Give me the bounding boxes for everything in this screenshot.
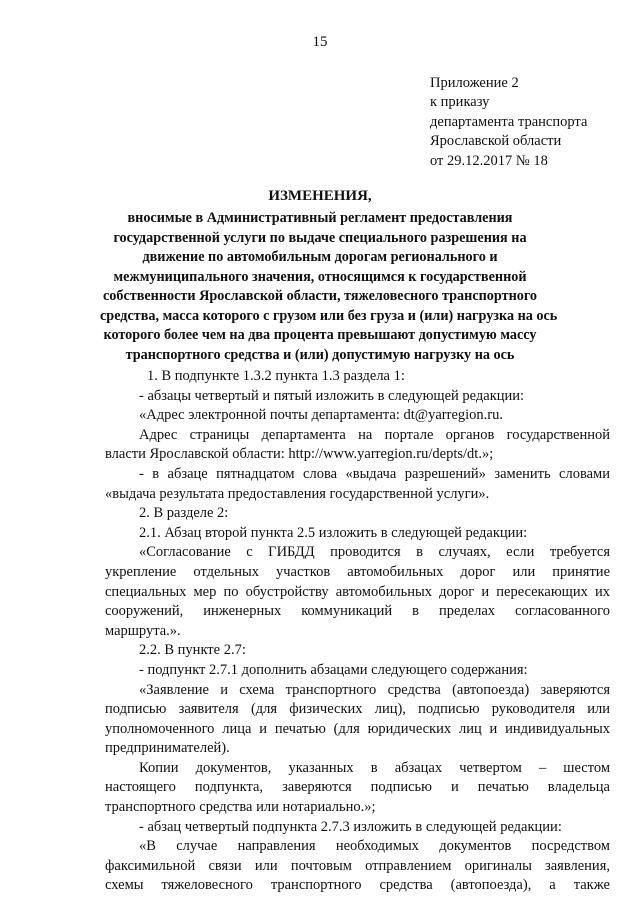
body-line: - в абзаце пятнадцатом слова «выдача разрешений» заменить словами — [139, 465, 610, 482]
appendix-line: Ярославской области — [430, 133, 562, 150]
body-line: - абзац четвертый подпункта 2.7.3 изложить в следующей редакции: — [139, 818, 562, 835]
body-line: 1. В подпункте 1.3.2 пункта 1.3 раздела 1: — [147, 368, 405, 384]
body-line: «Адрес электронной почты департамента: dt@yarregion.ru. — [139, 407, 504, 424]
body-line: факсимильной связи или почтовым отправлением оригиналы заявления, — [105, 857, 610, 874]
body-line: - абзацы четвертый и пятый изложить в следующей редакции: — [139, 387, 525, 404]
body-line: подписью заявителя (для физических лиц), подписью руководителя или — [105, 701, 610, 718]
document-title: ИЗМЕНЕНИЯ, — [268, 188, 372, 204]
subtitle-line: которого более чем на два процента превышают допустимую массу — [103, 327, 537, 343]
body-line: «В случае направления необходимых документов посредством — [139, 838, 610, 855]
body-line: власти Ярославской области: http://www.yarregion.ru/depts/dt.»; — [105, 446, 494, 463]
body-line: укрепление отдельных участков автомобильных дорог или принятие — [105, 563, 610, 580]
body-line: «выдача результата предоставления государственной услуги». — [105, 485, 490, 502]
body-line: «Согласование с ГИБДД проводится в случаях, если требуется — [139, 544, 610, 561]
appendix-line: от 29.12.2017 № 18 — [430, 152, 548, 169]
subtitle-line: межмуниципального значения, относящимся к государственной — [113, 268, 527, 285]
document-body — [105, 367, 610, 896]
body-line: Копии документов, указанных в абзацах четвертом – шестом — [139, 759, 610, 776]
body-line: - подпункт 2.7.1 дополнить абзацами следующего содержания: — [139, 661, 528, 678]
appendix-line: департамента транспорта — [430, 113, 588, 130]
body-line: специальных мер по обустройству автомобильных дорог и пересекающих их — [105, 583, 610, 600]
body-line: Адрес страницы департамента на портале органов государственной — [139, 426, 610, 443]
body-line: уполномоченного лица и печатью (для юридических лиц и индивидуальных — [105, 720, 610, 737]
appendix-block — [430, 74, 587, 171]
body-line: маршрута.». — [105, 622, 181, 639]
subtitle-line: собственности Ярославской области, тяжеловесного транспортного — [102, 288, 538, 304]
appendix-line: к приказу — [430, 94, 490, 111]
body-line: настоящего подпункта, заверяются подписью и печатью владельца — [105, 779, 610, 796]
subtitle-line: движение по автомобильным дорогам регионального и — [142, 249, 498, 265]
subtitle-line: транспортного средства и (или) допустимую нагрузку на ось — [125, 346, 515, 363]
subtitle-line: средства, масса которого с грузом или без груза и (или) нагрузка на ось — [100, 307, 558, 324]
subtitle-line: государственной услуги по выдаче специального разрешения на — [113, 229, 527, 246]
appendix-line: Приложение 2 — [430, 75, 519, 91]
body-line: «Заявление и схема транспортного средства (автопоезда) заверяются — [139, 681, 610, 698]
body-line: сооружений, инженерных коммуникаций в пределах согласованного — [105, 603, 610, 620]
body-line: 2. В разделе 2: — [139, 505, 229, 522]
document-subtitle — [100, 209, 558, 365]
body-line: схемы тяжеловесного транспортного средства (автопоезда), а также — [105, 877, 610, 894]
body-line: 2.2. В пункте 2.7: — [139, 642, 246, 659]
body-line: предпринимателей). — [105, 740, 230, 757]
subtitle-line: вносимые в Административный регламент предоставления — [127, 210, 513, 226]
body-line: 2.1. Абзац второй пункта 2.5 изложить в следующей редакции: — [139, 524, 528, 541]
body-line: транспортного средства или нотариально.»; — [105, 799, 376, 816]
page-number: 15 — [312, 34, 328, 50]
